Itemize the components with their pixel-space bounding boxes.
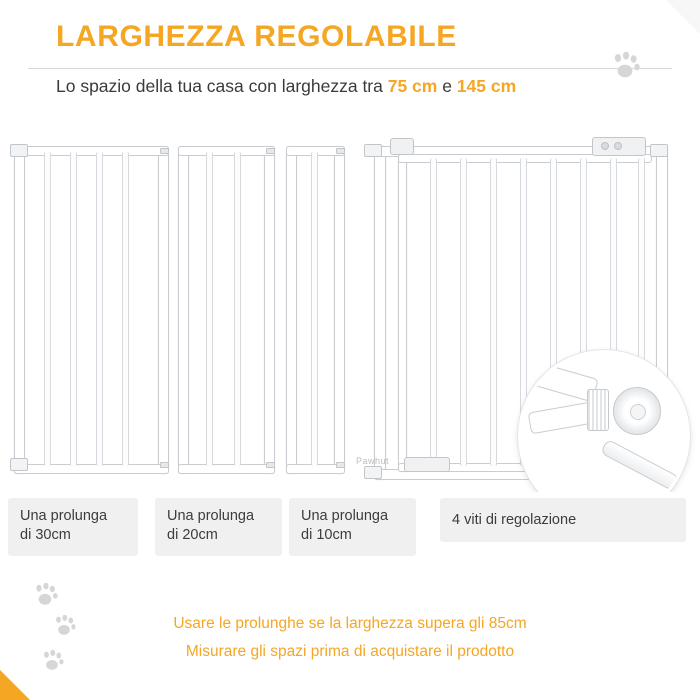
paw-print-icon — [610, 52, 640, 80]
caption-line-2: di 30cm — [20, 527, 71, 543]
caption-chip-10cm — [289, 498, 416, 556]
adjust-screw-top-right[interactable] — [650, 144, 668, 157]
paw-print-icon — [32, 583, 58, 607]
hinge-top — [390, 138, 414, 155]
caption-line-1: Una prolunga — [167, 508, 255, 524]
caption-chip-30cm — [8, 498, 138, 556]
caption-line-1: Una prolunga — [301, 508, 389, 524]
product-photo — [0, 112, 700, 492]
adjust-screw-bottom-left[interactable] — [364, 466, 382, 479]
subtitle-text-pre: Lo spazio della tua casa con larghezza tra — [56, 76, 388, 96]
adjust-screw-icon — [613, 387, 661, 435]
caption-line-1: Una prolunga — [20, 508, 108, 524]
adjust-screw-top-left[interactable] — [364, 144, 382, 157]
header-divider — [28, 68, 672, 69]
extension-panel-10cm — [284, 140, 346, 478]
caption-chip-screws — [440, 498, 686, 542]
page-subtitle — [56, 76, 516, 97]
extension-panel-30cm — [10, 140, 170, 478]
footer-line-2: Misurare gli spazi prima di acquistare il prodotto — [185, 643, 515, 660]
corner-accent-bottom-left — [0, 670, 30, 700]
caption-line-2: di 20cm — [167, 527, 218, 543]
subtitle-value-max: 145 cm — [456, 76, 517, 96]
subtitle-text-mid: e — [437, 76, 457, 96]
caption-line-2: di 10cm — [301, 527, 352, 543]
extension-panel-20cm — [176, 140, 276, 478]
footer-line-1: Usare le prolunghe se la larghezza supera gli 85cm — [173, 615, 527, 632]
subtitle-value-min: 75 cm — [387, 76, 438, 96]
corner-accent-top-right — [666, 0, 700, 34]
caption-row — [0, 498, 700, 560]
caption-chip-20cm — [155, 498, 282, 556]
mount-bracket — [10, 144, 28, 157]
caption-line-1: 4 viti di regolazione — [452, 511, 577, 528]
brand-label: Pawhut — [356, 456, 390, 466]
mount-bracket — [10, 458, 28, 471]
knurled-nut-icon — [587, 389, 609, 431]
page-title: LARGHEZZA REGOLABILE — [56, 20, 457, 53]
foot-plate — [404, 457, 450, 472]
